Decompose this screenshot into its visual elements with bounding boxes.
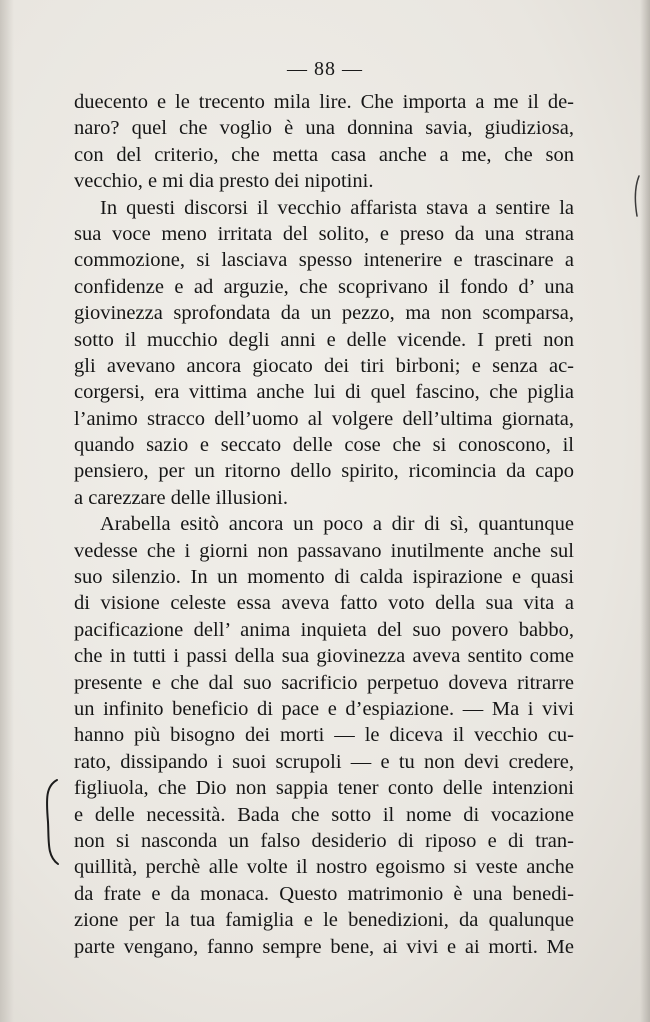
text-line-15: pensiero, per un ritorno dello spirito, ricomincia da capo bbox=[74, 460, 574, 483]
text-line-1: duecento e le trecento mila lire. Che importa a me il de- bbox=[74, 91, 574, 113]
text-line-9: giovinezza sprofondata da un pezzo, ma non scomparsa, bbox=[74, 302, 574, 325]
text-line-32: zione per la tua famiglia e le benedizioni, da qualunque bbox=[74, 909, 574, 932]
text-line-18: vedesse che i giorni non passavano inutilmente anche sul bbox=[74, 539, 574, 562]
text-line-12: corgersi, era vittima anche lui di quel fascino, che piglia bbox=[74, 381, 574, 404]
text-line-30: quillità, perchè alle volte il nostro egoismo si veste anche bbox=[74, 856, 574, 879]
text-line-27: figliuola, che Dio non sappia tener conto delle intenzioni bbox=[74, 777, 574, 800]
text-line-5: In questi discorsi il vecchio affarista stava a sentire la bbox=[100, 196, 574, 219]
text-line-31: da frate e da monaca. Questo matrimonio è una benedi- bbox=[74, 882, 574, 905]
text-line-26: rato, dissipando i suoi scrupoli — e tu non devi credere, bbox=[74, 750, 574, 773]
text-line-29: non si nasconda un falso desiderio di riposo e di tran- bbox=[74, 829, 574, 852]
text-line-19: suo silenzio. In un momento di calda ispirazione e quasi bbox=[74, 566, 574, 589]
text-line-24: un infinito beneficio di pace e d’espiazione. — Ma i vivi bbox=[74, 697, 574, 720]
pencil-bracket-mark bbox=[44, 778, 60, 866]
text-line-21: pacificazione dell’ anima inquieta del suo povero babbo, bbox=[74, 618, 574, 641]
text-line-3: con del criterio, che metta casa anche a me, che son bbox=[74, 143, 574, 166]
text-line-13: l’animo stracco dell’uomo al volgere dell’ultima giornata, bbox=[74, 407, 574, 430]
text-line-20: di visione celeste essa aveva fatto voto della sua vita a bbox=[74, 592, 574, 615]
body-text bbox=[74, 89, 574, 960]
text-line-16: a carezzare delle illusioni. bbox=[74, 486, 288, 509]
text-line-22: che in tutti i passi della sua giovinezza aveva sentito come bbox=[74, 645, 574, 668]
page-number: — 88 — bbox=[287, 58, 363, 80]
text-line-7: commozione, si lasciava spesso intenerire e trascinare a bbox=[74, 249, 574, 272]
text-line-33: parte vengano, fanno sempre bene, ai vivi e ai morti. Me bbox=[74, 935, 574, 958]
text-line-8: confidenze e ad arguzie, che scoprivano il fondo d’ una bbox=[74, 275, 574, 298]
pencil-edge-mark bbox=[632, 174, 642, 218]
text-line-6: sua voce meno irritata del solito, e preso da una strana bbox=[74, 222, 574, 245]
text-line-11: gli avevano ancora giocato dei tiri birboni; e senza ac- bbox=[74, 354, 574, 377]
text-line-4: vecchio, e mi dia presto dei nipotini. bbox=[74, 170, 374, 193]
text-line-14: quando sazio e seccato delle cose che si conoscono, il bbox=[74, 434, 574, 457]
text-line-2: naro? quel che voglio è una donnina savia, giudiziosa, bbox=[74, 117, 574, 140]
text-line-28: e delle necessità. Bada che sotto il nome di vocazione bbox=[74, 803, 574, 826]
text-line-10: sotto il mucchio degli anni e delle vicende. I preti non bbox=[74, 328, 574, 351]
text-line-25: hanno più bisogno dei morti — le diceva il vecchio cu- bbox=[74, 724, 574, 747]
text-line-23: presente e che dal suo sacrificio perpetuo doveva ritrarre bbox=[74, 671, 574, 694]
text-line-17: Arabella esitò ancora un poco a dir di sì, quantunque bbox=[100, 513, 574, 536]
